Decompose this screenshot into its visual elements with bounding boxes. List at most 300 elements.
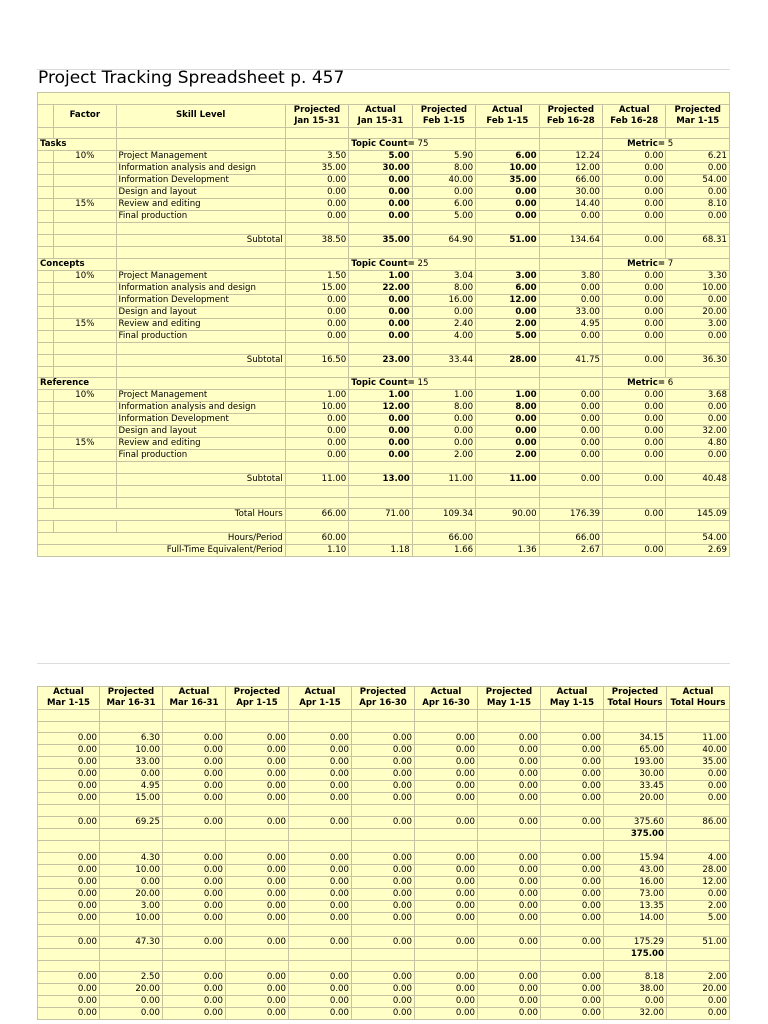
value-cell: 0.00 [163, 888, 226, 900]
empty-cell [603, 521, 666, 533]
subtotal-value: 0.00 [163, 936, 226, 948]
value-cell: 0.00 [667, 1008, 730, 1020]
value-cell: 2.00 [476, 318, 539, 330]
value-cell: 35.00 [285, 163, 348, 175]
spacer-row [38, 127, 730, 139]
value-cell: 12.00 [476, 294, 539, 306]
subtotal-value: 0.00 [539, 474, 602, 486]
column-header-period: Total Hours [607, 698, 663, 708]
subtotal-value: 64.90 [412, 235, 475, 247]
value-cell: 0.00 [667, 996, 730, 1008]
value-cell: 0.00 [289, 984, 352, 996]
value-cell: 0.00 [539, 330, 602, 342]
empty-cell [100, 841, 163, 853]
empty-cell [38, 474, 54, 486]
spacer-row [38, 366, 730, 378]
value-cell: 6.21 [666, 151, 730, 163]
column-header-period: May 1-15 [486, 698, 532, 708]
value-cell: 0.00 [478, 888, 541, 900]
skill-label: Final production [116, 450, 285, 462]
value-cell: 0.00 [285, 306, 348, 318]
value-cell: 12.00 [349, 402, 412, 414]
spacer-row [38, 247, 730, 259]
skill-row [38, 390, 730, 402]
total-hours-value: 71.00 [349, 509, 412, 521]
skill-label: Design and layout [116, 426, 285, 438]
value-cell: 38.00 [604, 984, 667, 996]
column-header-type: Actual [491, 104, 523, 115]
fte-value: 0.00 [603, 545, 666, 557]
value-row [38, 888, 730, 900]
empty-cell [666, 486, 730, 498]
column-header [539, 104, 602, 127]
subtotal-value: 0.00 [163, 817, 226, 829]
value-cell: 0.00 [352, 733, 415, 745]
empty-cell [100, 924, 163, 936]
value-cell: 11.00 [667, 733, 730, 745]
column-header [38, 687, 100, 710]
value-cell: 0.00 [478, 733, 541, 745]
empty-cell [226, 710, 289, 722]
value-cell: 6.00 [476, 151, 539, 163]
value-cell: 0.00 [226, 996, 289, 1008]
value-cell: 0.00 [38, 1008, 100, 1020]
value-cell: 1.00 [349, 270, 412, 282]
empty-cell [666, 521, 730, 533]
value-cell: 12.00 [667, 876, 730, 888]
hours-period-value [603, 533, 666, 545]
value-cell: 0.00 [415, 912, 478, 924]
subtotal-label: Subtotal [116, 235, 285, 247]
bold-total-value: 175.00 [604, 948, 667, 960]
value-cell: 1.00 [476, 390, 539, 402]
section-name: Tasks [38, 139, 117, 151]
value-cell: 0.00 [163, 781, 226, 793]
value-cell: 0.00 [541, 733, 604, 745]
column-header [285, 104, 348, 127]
skill-label: Information Development [116, 175, 285, 187]
topic-count [349, 378, 476, 390]
value-cell: 73.00 [604, 888, 667, 900]
column-header-type: Projected [611, 687, 659, 697]
empty-cell [349, 366, 412, 378]
value-cell: 0.00 [604, 996, 667, 1008]
empty-cell [289, 805, 352, 817]
subtotal-value: 0.00 [38, 936, 100, 948]
empty-cell [163, 960, 226, 972]
value-row [38, 733, 730, 745]
value-cell: 0.00 [285, 438, 348, 450]
value-cell: 0.00 [603, 187, 666, 199]
empty-cell [38, 829, 100, 841]
empty-cell [415, 805, 478, 817]
factor-header: Factor [69, 110, 101, 121]
empty-cell [285, 366, 348, 378]
empty-cell [476, 258, 539, 270]
empty-cell [666, 223, 730, 235]
empty-cell [289, 960, 352, 972]
subtotal-label: Subtotal [116, 474, 285, 486]
subtotal-value: 33.44 [412, 354, 475, 366]
value-cell: 2.00 [667, 972, 730, 984]
value-cell: 0.00 [541, 876, 604, 888]
subtotal-value: 69.25 [100, 817, 163, 829]
column-header-period: Mar 1-15 [46, 698, 91, 708]
empty-cell [38, 948, 100, 960]
empty-cell [38, 235, 54, 247]
empty-cell [100, 805, 163, 817]
empty-cell [289, 710, 352, 722]
empty-cell [412, 486, 475, 498]
value-cell: 0.00 [163, 912, 226, 924]
empty-cell [666, 366, 730, 378]
value-cell: 0.00 [38, 757, 100, 769]
value-cell: 0.00 [163, 745, 226, 757]
value-cell: 6.30 [100, 733, 163, 745]
value-cell: 0.00 [415, 996, 478, 1008]
value-cell: 0.00 [349, 187, 412, 199]
total-hours-value: 176.39 [539, 509, 602, 521]
empty-cell [38, 163, 54, 175]
value-cell: 1.00 [349, 390, 412, 402]
value-row [38, 852, 730, 864]
subtotal-value: 68.31 [666, 235, 730, 247]
empty-cell [352, 829, 415, 841]
header-cell [116, 104, 285, 127]
column-header-period: Feb 16-28 [546, 115, 595, 126]
value-cell: 0.00 [100, 769, 163, 781]
empty-cell [667, 960, 730, 972]
value-cell: 0.00 [226, 745, 289, 757]
value-cell: 0.00 [415, 769, 478, 781]
skill-label: Project Management [116, 151, 285, 163]
empty-cell [226, 960, 289, 972]
value-cell: 0.00 [352, 876, 415, 888]
value-cell: 1.00 [412, 390, 475, 402]
subtotal-value: 51.00 [667, 936, 730, 948]
empty-cell [38, 521, 54, 533]
spacer-row [38, 721, 730, 733]
empty-cell [478, 924, 541, 936]
value-cell: 0.00 [285, 330, 348, 342]
value-cell: 0.00 [478, 996, 541, 1008]
value-cell: 0.00 [352, 1008, 415, 1020]
empty-cell [289, 948, 352, 960]
empty-cell [603, 366, 666, 378]
value-cell: 0.00 [415, 876, 478, 888]
subtotal-value: 0.00 [478, 817, 541, 829]
subtotal-value: 51.00 [476, 235, 539, 247]
value-cell: 3.04 [412, 270, 475, 282]
empty-cell [476, 462, 539, 474]
section-rule [37, 663, 730, 664]
column-header-type: Projected [547, 104, 594, 115]
empty-cell [54, 474, 116, 486]
column-header-period: Apr 1-15 [299, 698, 341, 708]
value-cell: 0.00 [163, 876, 226, 888]
empty-cell [285, 258, 348, 270]
value-cell: 0.00 [226, 781, 289, 793]
value-row [38, 984, 730, 996]
subtotal-row [38, 235, 730, 247]
column-header-type: Projected [420, 104, 468, 115]
value-cell: 0.00 [349, 199, 412, 211]
empty-cell [54, 342, 116, 354]
value-cell: 0.00 [476, 438, 539, 450]
value-cell: 3.68 [666, 390, 730, 402]
value-cell: 14.00 [604, 912, 667, 924]
hours-period-value [476, 533, 539, 545]
empty-cell [349, 462, 412, 474]
value-cell: 3.80 [539, 270, 602, 282]
empty-cell [349, 521, 412, 533]
value-cell: 15.94 [604, 852, 667, 864]
spacer-row [38, 462, 730, 474]
value-cell: 0.00 [289, 733, 352, 745]
value-cell: 0.00 [352, 996, 415, 1008]
empty-cell [604, 841, 667, 853]
column-header [349, 104, 412, 127]
empty-cell [116, 366, 285, 378]
empty-cell [100, 721, 163, 733]
value-cell: 0.00 [349, 426, 412, 438]
value-cell: 0.00 [539, 414, 602, 426]
value-cell: 20.00 [604, 793, 667, 805]
subtotal-value: 0.00 [38, 817, 100, 829]
skill-row [38, 330, 730, 342]
empty-cell [603, 462, 666, 474]
value-cell: 0.00 [349, 450, 412, 462]
subtotal-value: 40.48 [666, 474, 730, 486]
value-cell: 0.00 [163, 793, 226, 805]
empty-cell [38, 721, 100, 733]
value-cell: 8.18 [604, 972, 667, 984]
hours-period-value [349, 533, 412, 545]
value-cell: 2.40 [412, 318, 475, 330]
value-cell: 8.10 [666, 199, 730, 211]
empty-cell [54, 247, 116, 259]
column-header-type: Projected [485, 687, 533, 697]
subtotal-value: 47.30 [100, 936, 163, 948]
value-cell: 0.00 [289, 972, 352, 984]
empty-cell [667, 805, 730, 817]
factor-percent [54, 175, 116, 187]
value-cell: 0.00 [603, 330, 666, 342]
subtotal-value: 11.00 [412, 474, 475, 486]
value-cell: 0.00 [415, 888, 478, 900]
value-cell: 0.00 [541, 781, 604, 793]
empty-cell [285, 139, 348, 151]
value-cell: 33.00 [100, 757, 163, 769]
value-cell: 0.00 [603, 270, 666, 282]
value-cell: 4.80 [666, 438, 730, 450]
empty-cell [604, 721, 667, 733]
value-cell: 3.00 [476, 270, 539, 282]
value-cell: 0.00 [541, 888, 604, 900]
empty-cell [289, 841, 352, 853]
value-cell: 4.95 [539, 318, 602, 330]
empty-cell [38, 354, 54, 366]
skill-row [38, 199, 730, 211]
empty-cell [38, 960, 100, 972]
value-cell: 0.00 [476, 199, 539, 211]
value-cell: 33.45 [604, 781, 667, 793]
value-cell: 0.00 [289, 912, 352, 924]
skill-label: Design and layout [116, 306, 285, 318]
value-cell: 5.00 [476, 330, 539, 342]
skill-row [38, 414, 730, 426]
metric-label: Metric= [627, 139, 666, 150]
empty-cell [100, 710, 163, 722]
subtotal-value: 28.00 [476, 354, 539, 366]
column-header-type: Projected [359, 687, 407, 697]
value-cell: 0.00 [38, 793, 100, 805]
subtotal-value: 0.00 [478, 936, 541, 948]
spacer-row [38, 342, 730, 354]
empty-cell [667, 841, 730, 853]
empty-cell [38, 199, 54, 211]
value-cell: 0.00 [415, 864, 478, 876]
value-cell: 10.00 [100, 912, 163, 924]
empty-cell [289, 924, 352, 936]
value-cell: 0.00 [541, 1008, 604, 1020]
fte-value: 2.67 [539, 545, 602, 557]
empty-cell [667, 829, 730, 841]
empty-cell [539, 366, 602, 378]
value-cell: 0.00 [541, 864, 604, 876]
value-cell: 0.00 [666, 414, 730, 426]
empty-cell [352, 710, 415, 722]
value-cell: 0.00 [603, 294, 666, 306]
empty-cell [476, 247, 539, 259]
metric-label: Metric= [627, 258, 666, 269]
value-cell: 0.00 [285, 414, 348, 426]
skill-row [38, 187, 730, 199]
empty-cell [116, 486, 285, 498]
empty-cell [539, 139, 602, 151]
value-cell: 0.00 [38, 781, 100, 793]
value-cell: 2.00 [667, 900, 730, 912]
topic-count [349, 139, 476, 151]
empty-cell [116, 139, 285, 151]
value-cell: 30.00 [539, 187, 602, 199]
empty-cell [541, 710, 604, 722]
value-cell: 0.00 [415, 745, 478, 757]
factor-percent [54, 414, 116, 426]
value-cell: 0.00 [415, 733, 478, 745]
value-cell: 0.00 [38, 996, 100, 1008]
total-hours-label: Total Hours [38, 509, 286, 521]
skill-label: Information Development [116, 414, 285, 426]
empty-cell [116, 462, 285, 474]
value-cell: 0.00 [38, 984, 100, 996]
value-cell: 0.00 [415, 984, 478, 996]
column-header [541, 687, 604, 710]
value-cell: 0.00 [163, 1008, 226, 1020]
header-row [38, 104, 730, 127]
value-cell: 0.00 [289, 745, 352, 757]
empty-cell [415, 721, 478, 733]
empty-cell [38, 211, 54, 223]
empty-cell [539, 497, 602, 509]
value-cell: 0.00 [226, 984, 289, 996]
empty-cell [541, 841, 604, 853]
topic-count-label: Topic Count= [351, 378, 415, 389]
column-header-period: Apr 1-15 [236, 698, 278, 708]
empty-cell [38, 497, 54, 509]
skill-row [38, 175, 730, 187]
empty-cell [38, 462, 54, 474]
empty-cell [539, 127, 602, 139]
empty-cell [539, 462, 602, 474]
empty-cell [666, 247, 730, 259]
empty-cell [226, 721, 289, 733]
topic-count [349, 258, 476, 270]
column-header [478, 687, 541, 710]
metric [603, 258, 730, 270]
value-cell: 0.00 [603, 318, 666, 330]
value-cell: 0.00 [289, 876, 352, 888]
column-header-period: Feb 1-15 [422, 115, 465, 126]
value-cell: 33.00 [539, 306, 602, 318]
value-cell: 0.00 [38, 888, 100, 900]
spacer-row [38, 960, 730, 972]
value-cell: 0.00 [415, 972, 478, 984]
value-cell: 0.00 [226, 888, 289, 900]
value-cell: 0.00 [349, 438, 412, 450]
value-cell: 0.00 [603, 199, 666, 211]
spacer-row [38, 521, 730, 533]
value-cell: 32.00 [666, 426, 730, 438]
section-header-row [38, 139, 730, 151]
hours-period-value: 60.00 [285, 533, 348, 545]
empty-cell [116, 223, 285, 235]
value-cell: 0.00 [226, 733, 289, 745]
empty-cell [604, 710, 667, 722]
value-cell: 12.00 [539, 163, 602, 175]
factor-percent: 15% [54, 199, 116, 211]
empty-cell [38, 223, 54, 235]
value-cell: 0.00 [539, 450, 602, 462]
empty-cell [478, 805, 541, 817]
value-cell: 0.00 [541, 757, 604, 769]
subtotal-value: 0.00 [603, 235, 666, 247]
value-cell: 0.00 [352, 984, 415, 996]
skill-row [38, 163, 730, 175]
column-header-type: Actual [304, 687, 336, 697]
value-cell: 0.00 [539, 282, 602, 294]
empty-cell [100, 829, 163, 841]
empty-cell [38, 402, 54, 414]
section-name: Reference [38, 378, 117, 390]
empty-cell [352, 805, 415, 817]
spacer-row [38, 710, 730, 722]
value-cell: 0.00 [478, 793, 541, 805]
topic-count-value: 25 [417, 258, 429, 269]
value-cell: 0.00 [412, 306, 475, 318]
column-header-period: Mar 16-31 [106, 698, 156, 708]
empty-cell [38, 366, 54, 378]
value-cell: 0.00 [352, 769, 415, 781]
value-cell: 0.00 [38, 912, 100, 924]
value-cell: 0.00 [289, 769, 352, 781]
empty-cell [38, 924, 100, 936]
empty-cell [38, 438, 54, 450]
value-cell: 0.00 [285, 175, 348, 187]
empty-cell [54, 354, 116, 366]
empty-cell [476, 139, 539, 151]
subtotal-value: 41.75 [539, 354, 602, 366]
